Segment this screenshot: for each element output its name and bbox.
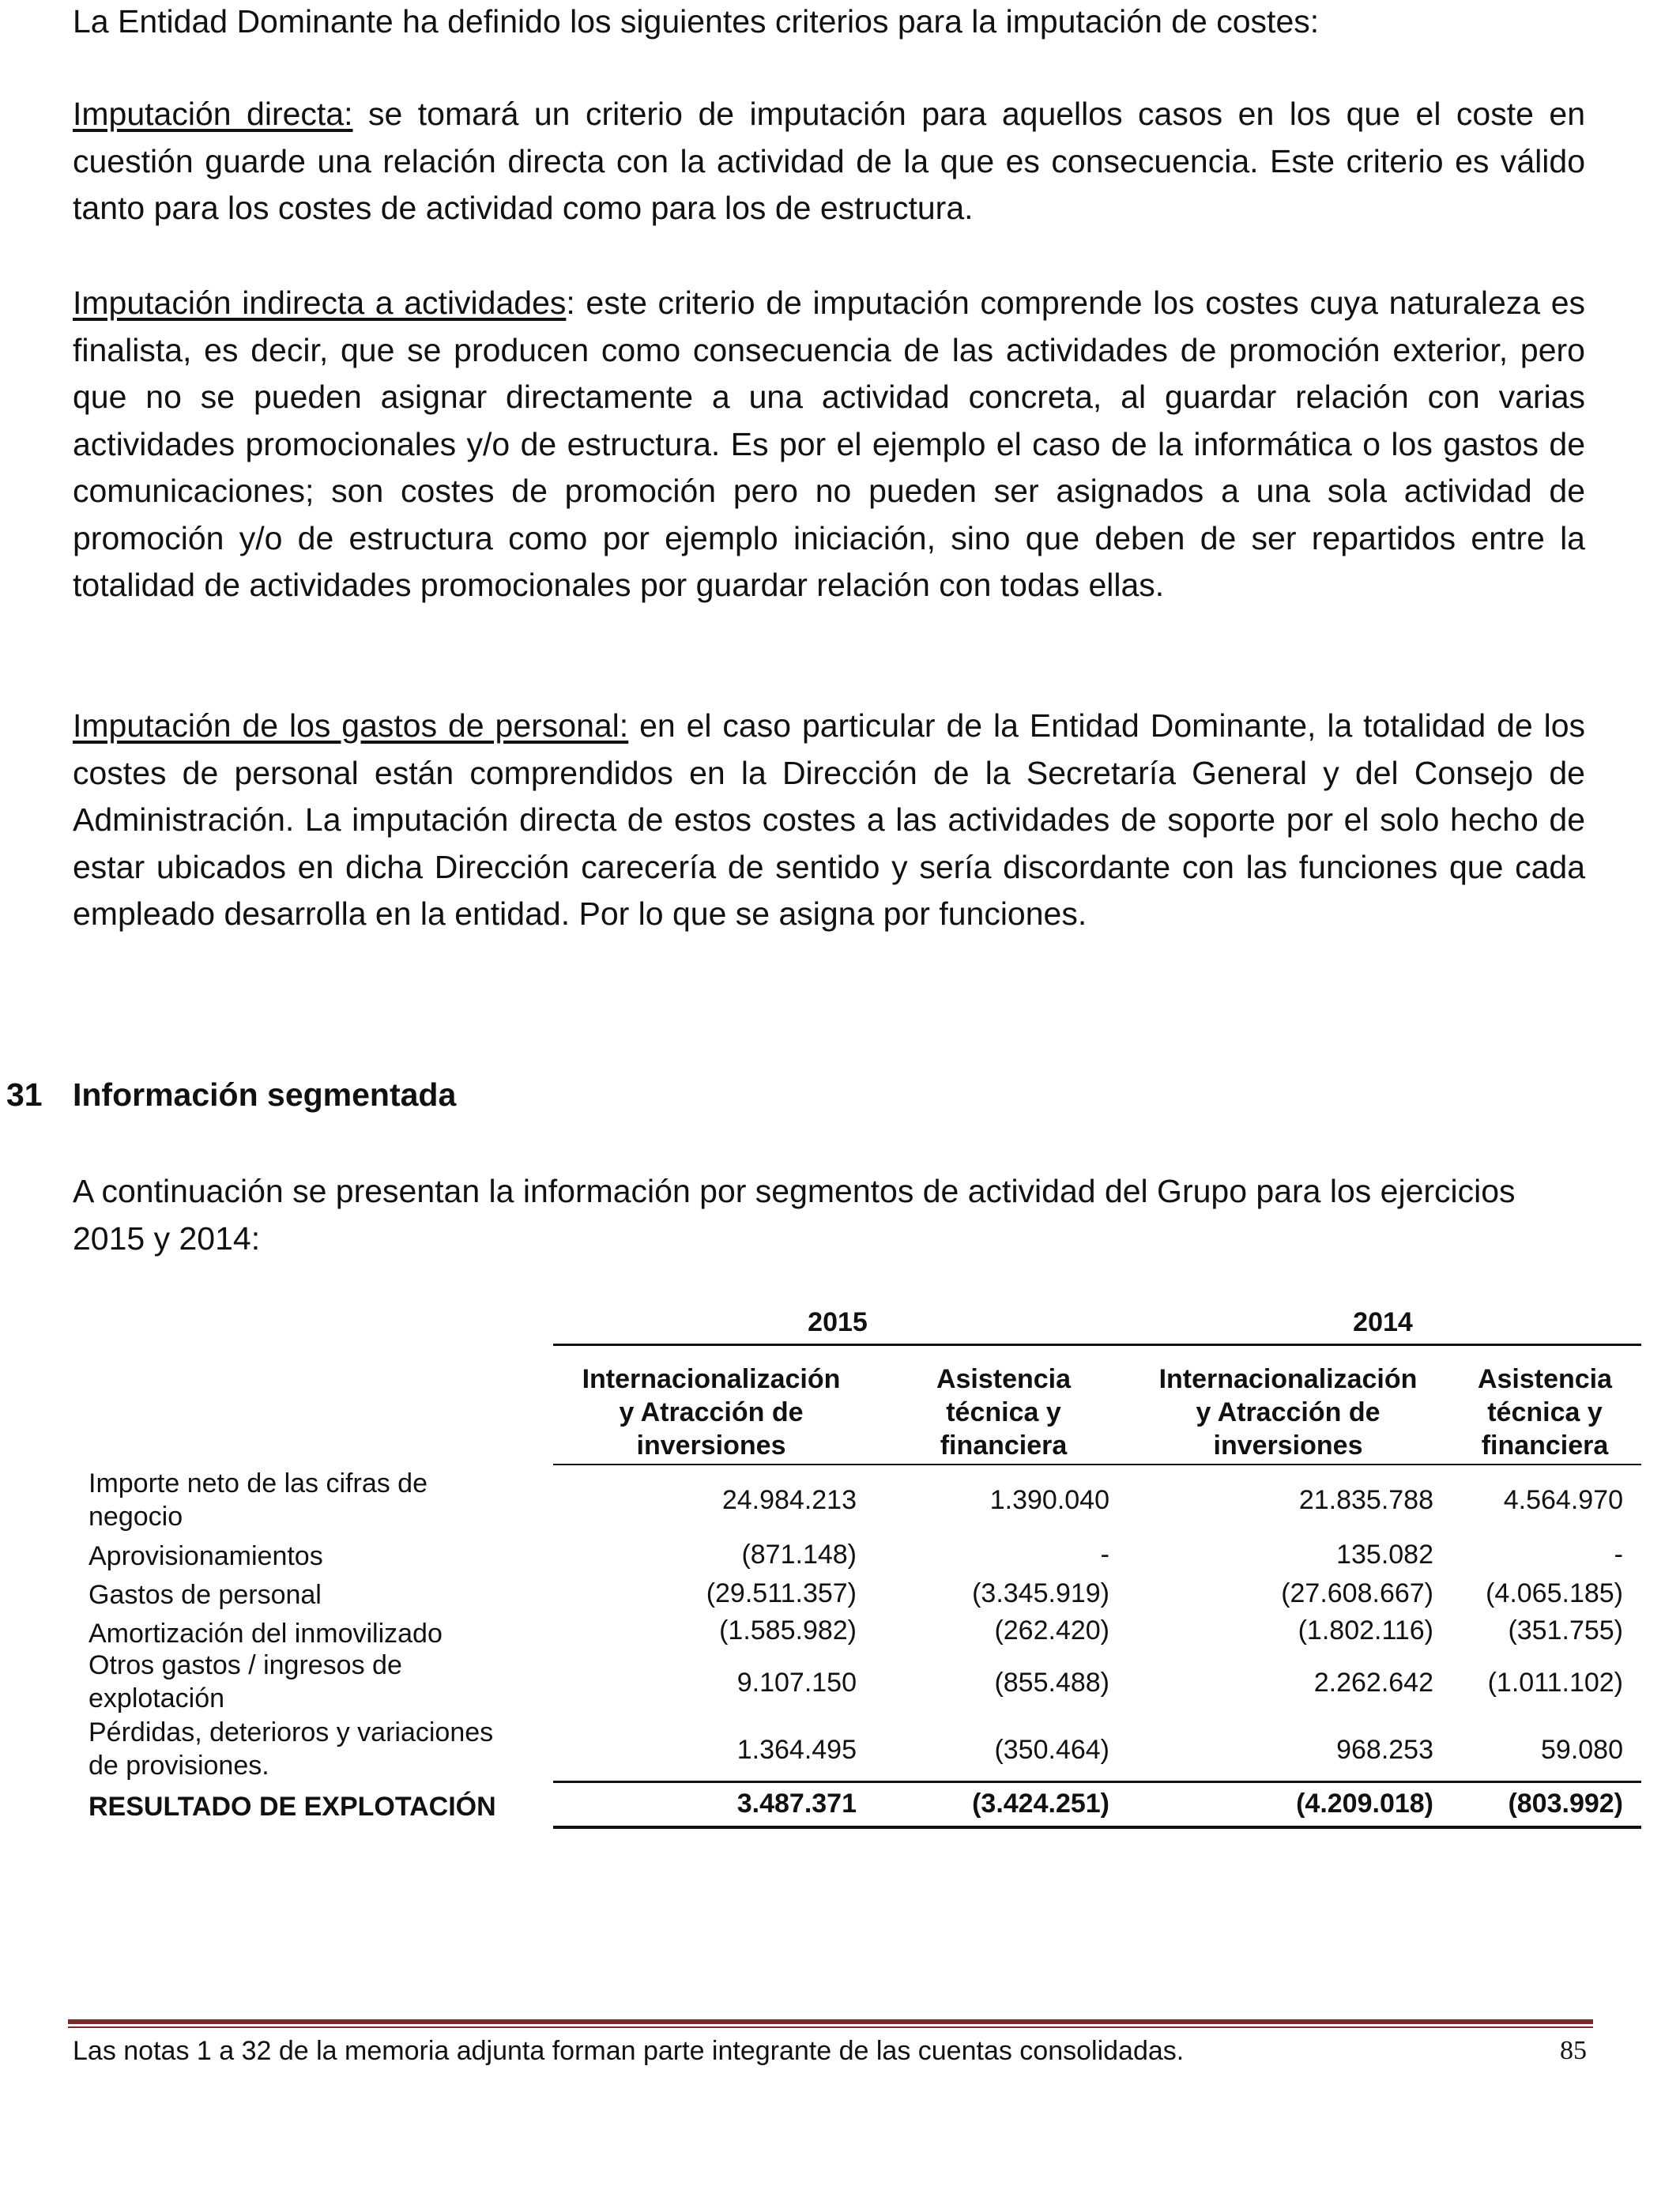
imputacion-directa-text: se tomará un criterio de imputación para aquellos casos en los que el coste en cuestión guarde una relación directa con la actividad de la que es consecuencia. Este criterio es válido tanto para los costes de actividad como para los de estructura. (73, 96, 1585, 226)
table-cell: 4.564.970 (1503, 1485, 1623, 1515)
table-cell: (350.464) (994, 1735, 1109, 1765)
table-cell: (351.755) (1508, 1615, 1623, 1646)
table-cell: 21.835.788 (1298, 1485, 1433, 1515)
table-cell: (3.345.919) (972, 1578, 1109, 1608)
page-number: 85 (1560, 2036, 1587, 2065)
column-header-line: Internacionalización (582, 1364, 841, 1394)
table-cell: 1.364.495 (736, 1735, 857, 1765)
table-cell: (855.488) (994, 1668, 1109, 1698)
table-cell: (262.420) (994, 1615, 1109, 1646)
total-cell: (4.209.018) (1296, 1789, 1433, 1819)
column-header (885, 1363, 1122, 1462)
section-heading (6, 1076, 456, 1114)
table-cell: - (1100, 1540, 1109, 1570)
row-label (89, 1649, 547, 1715)
row-label-line: Gastos de personal (89, 1580, 322, 1610)
total-cell: 3.487.371 (736, 1789, 857, 1819)
imputacion-directa-paragraph (73, 91, 1585, 232)
row-label-line: de provisiones. (89, 1751, 269, 1781)
column-header-line: Internacionalización (1158, 1364, 1418, 1394)
column-header-line: Asistencia (936, 1364, 1072, 1394)
column-header-line: y Atracción de (619, 1397, 804, 1427)
table-cell: 24.984.213 (721, 1485, 857, 1515)
column-header-line: inversiones (1213, 1431, 1363, 1461)
row-label (89, 1716, 547, 1782)
table-cell: (27.608.667) (1281, 1578, 1433, 1608)
table-cell: (1.011.102) (1487, 1668, 1623, 1698)
column-header-line: y Atracción de (1196, 1397, 1381, 1427)
table-cell: (1.802.116) (1298, 1615, 1433, 1646)
row-label (89, 1578, 547, 1612)
section-title: Información segmentada (73, 1076, 457, 1113)
imputacion-indirecta-heading: Imputación indirecta a actividades (73, 285, 567, 321)
table-top-rule (553, 1344, 1641, 1346)
table-cell: (871.148) (741, 1540, 857, 1570)
table-cell: (1.585.982) (719, 1615, 857, 1646)
row-label (89, 1467, 547, 1533)
header-rule (553, 1464, 1641, 1465)
table-cell: 59.080 (1541, 1735, 1623, 1765)
table-cell: 9.107.150 (736, 1668, 857, 1698)
row-label (89, 1540, 547, 1573)
row-label-line: Aprovisionamientos (89, 1541, 323, 1571)
imputacion-personal-heading: Imputación de los gastos de personal: (73, 707, 629, 744)
year-header-2014: 2014 (1353, 1307, 1413, 1337)
table-cell: 2.262.642 (1313, 1668, 1433, 1698)
table-cell: 135.082 (1336, 1540, 1433, 1570)
imputacion-indirecta-paragraph (73, 280, 1585, 609)
row-label-line: Pérdidas, deterioros y variaciones (89, 1717, 494, 1747)
total-cell: (803.992) (1508, 1789, 1623, 1819)
year-header-2015: 2015 (808, 1307, 868, 1337)
total-label: RESULTADO DE EXPLOTACIÓN (89, 1792, 496, 1822)
row-label-line: explotación (89, 1683, 225, 1713)
table-cell: 968.253 (1336, 1735, 1433, 1765)
column-header (1446, 1363, 1644, 1462)
column-header (1130, 1363, 1446, 1462)
table-cell: - (1614, 1540, 1623, 1570)
footer-rule (68, 2026, 1593, 2028)
column-header-line: inversiones (636, 1431, 786, 1461)
row-label-line: Amortización del inmovilizado (89, 1619, 443, 1649)
total-top-rule (553, 1781, 1641, 1783)
total-bottom-rule (553, 1826, 1641, 1829)
imputacion-personal-text: en el caso particular de la Entidad Dominante, la totalidad de los costes de personal están comprendidos en la Dirección de la Secretaría General y del Consejo de Administración. La imputación directa de estos costes a las actividades de soporte por el solo hecho de estar ubicados en dicha Dirección carecería de sentido y sería discordante con las funciones que cada empleado desarrolla en la entidad. Por lo que se asigna por funciones. (73, 707, 1585, 932)
row-label-line: Importe neto de las cifras de (89, 1468, 428, 1498)
footer-note: Las notas 1 a 32 de la memoria adjunta forman parte integrante de las cuentas consolidadas. (73, 2036, 1185, 2066)
section-intro-paragraph: A continuación se presentan la información por segmentos de actividad del Grupo para los ejercicios 2015 y 2014: (73, 1173, 1516, 1257)
total-cell: (3.424.251) (972, 1789, 1109, 1819)
row-label-line: negocio (89, 1502, 183, 1532)
column-header (553, 1363, 869, 1462)
row-label-line: Otros gastos / ingresos de (89, 1650, 402, 1680)
imputacion-personal-paragraph (73, 703, 1585, 938)
section-number: 31 (6, 1076, 43, 1113)
column-header-line: técnica y (946, 1397, 1061, 1427)
table-cell: (29.511.357) (706, 1578, 857, 1608)
column-header-line: financiera (1481, 1431, 1609, 1461)
imputacion-indirecta-text: : este criterio de imputación comprende los costes cuya naturaleza es finalista, es decir, que se producen como consecuencia de las actividades de promoción exterior, pero que no se pueden asignar directamente a una actividad concreta, al guardar relación con varias actividades promocionales y/o de estructura. Es por el ejemplo el caso de la informática o los gastos de comunicaciones; son costes de promoción pero no pueden ser asignados a una sola actividad de promoción y/o de estructura como por ejemplo iniciación, sino que deben de ser repartidos entre la totalidad de actividades promocionales por guardar relación con todas ellas. (73, 285, 1585, 603)
imputacion-directa-heading: Imputación directa: (73, 96, 353, 132)
column-header-line: técnica y (1487, 1397, 1603, 1427)
intro-paragraph: La Entidad Dominante ha definido los siguientes criterios para la imputación de costes: (73, 3, 1320, 40)
table-cell: 1.390.040 (989, 1485, 1109, 1515)
footer-rule (68, 2019, 1593, 2024)
row-label (89, 1617, 547, 1650)
table-cell: (4.065.185) (1486, 1578, 1623, 1608)
column-header-line: Asistencia (1477, 1364, 1613, 1394)
column-header-line: financiera (940, 1431, 1068, 1461)
